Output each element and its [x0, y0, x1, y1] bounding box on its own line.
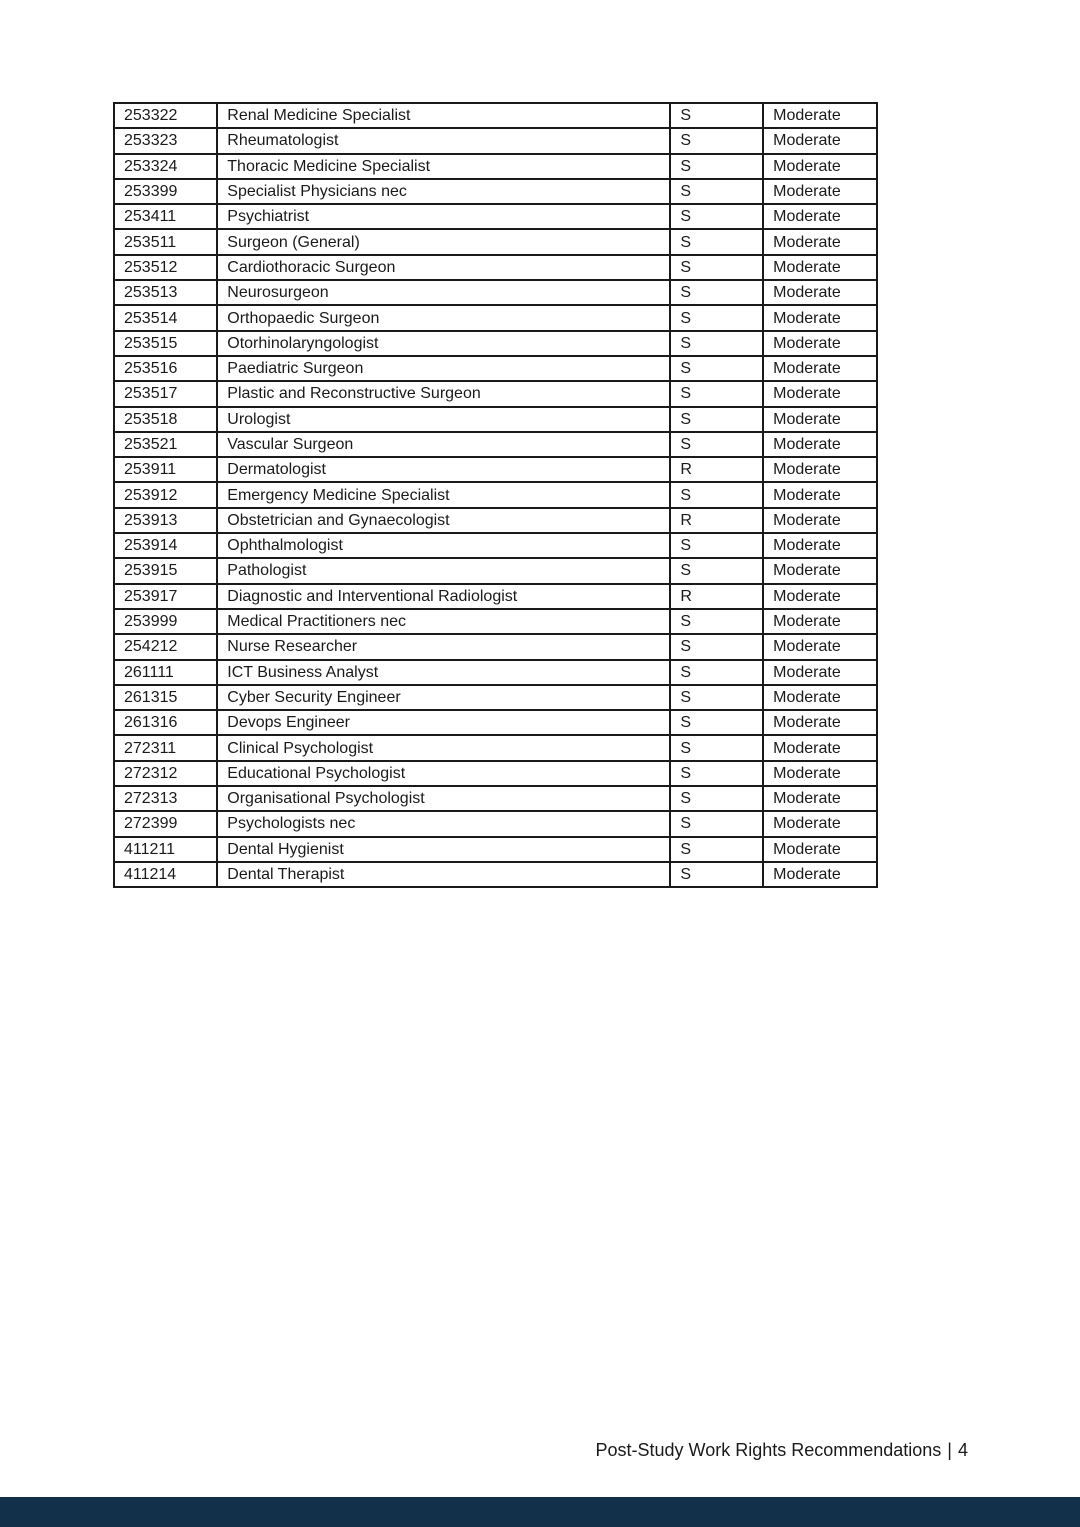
- occupation-table: [113, 102, 878, 888]
- list-type-cell: R: [670, 457, 763, 482]
- occupation-title-cell: Otorhinolaryngologist: [217, 331, 670, 356]
- list-type-cell: S: [670, 204, 763, 229]
- table-row: [114, 660, 877, 685]
- occupation-code-cell: 253518: [114, 407, 217, 432]
- occupation-title-cell: Dermatologist: [217, 457, 670, 482]
- level-cell: Moderate: [763, 381, 877, 406]
- level-cell: Moderate: [763, 710, 877, 735]
- list-type-cell: S: [670, 558, 763, 583]
- occupation-title-cell: Pathologist: [217, 558, 670, 583]
- table-row: [114, 735, 877, 760]
- page-footer: [595, 1439, 968, 1461]
- table-row: [114, 685, 877, 710]
- level-cell: Moderate: [763, 280, 877, 305]
- level-cell: Moderate: [763, 761, 877, 786]
- list-type-cell: S: [670, 356, 763, 381]
- level-cell: Moderate: [763, 103, 877, 128]
- list-type-cell: S: [670, 179, 763, 204]
- list-type-cell: S: [670, 154, 763, 179]
- occupation-title-cell: Vascular Surgeon: [217, 432, 670, 457]
- occupation-title-cell: Ophthalmologist: [217, 533, 670, 558]
- table-row: [114, 457, 877, 482]
- occupation-title-cell: Cyber Security Engineer: [217, 685, 670, 710]
- occupation-code-cell: 253511: [114, 229, 217, 254]
- list-type-cell: S: [670, 255, 763, 280]
- occupation-title-cell: Obstetrician and Gynaecologist: [217, 508, 670, 533]
- occupation-title-cell: Dental Hygienist: [217, 837, 670, 862]
- list-type-cell: R: [670, 584, 763, 609]
- occupation-code-cell: 253911: [114, 457, 217, 482]
- footer-separator: |: [947, 1440, 952, 1460]
- list-type-cell: S: [670, 685, 763, 710]
- list-type-cell: S: [670, 609, 763, 634]
- occupation-title-cell: Orthopaedic Surgeon: [217, 305, 670, 330]
- occupation-code-cell: 253512: [114, 255, 217, 280]
- occupation-code-cell: 411214: [114, 862, 217, 887]
- table-row: [114, 407, 877, 432]
- occupation-code-cell: 261316: [114, 710, 217, 735]
- list-type-cell: S: [670, 305, 763, 330]
- occupation-table-body: [114, 103, 877, 887]
- list-type-cell: S: [670, 735, 763, 760]
- level-cell: Moderate: [763, 660, 877, 685]
- table-row: [114, 179, 877, 204]
- table-row: [114, 103, 877, 128]
- occupation-code-cell: 272399: [114, 811, 217, 836]
- table-row: [114, 558, 877, 583]
- level-cell: Moderate: [763, 229, 877, 254]
- list-type-cell: S: [670, 811, 763, 836]
- table-row: [114, 786, 877, 811]
- occupation-code-cell: 272312: [114, 761, 217, 786]
- list-type-cell: S: [670, 381, 763, 406]
- level-cell: Moderate: [763, 786, 877, 811]
- list-type-cell: S: [670, 862, 763, 887]
- level-cell: Moderate: [763, 558, 877, 583]
- occupation-title-cell: Emergency Medicine Specialist: [217, 482, 670, 507]
- occupation-title-cell: Paediatric Surgeon: [217, 356, 670, 381]
- occupation-title-cell: Diagnostic and Interventional Radiologist: [217, 584, 670, 609]
- occupation-code-cell: 253999: [114, 609, 217, 634]
- occupation-title-cell: Nurse Researcher: [217, 634, 670, 659]
- bottom-color-bar: [0, 1497, 1080, 1527]
- occupation-title-cell: Psychologists nec: [217, 811, 670, 836]
- level-cell: Moderate: [763, 128, 877, 153]
- table-row: [114, 229, 877, 254]
- list-type-cell: S: [670, 331, 763, 356]
- table-row: [114, 508, 877, 533]
- occupation-code-cell: 253513: [114, 280, 217, 305]
- occupation-title-cell: Thoracic Medicine Specialist: [217, 154, 670, 179]
- list-type-cell: S: [670, 229, 763, 254]
- table-row: [114, 761, 877, 786]
- occupation-title-cell: Surgeon (General): [217, 229, 670, 254]
- level-cell: Moderate: [763, 837, 877, 862]
- table-row: [114, 584, 877, 609]
- occupation-code-cell: 253515: [114, 331, 217, 356]
- level-cell: Moderate: [763, 204, 877, 229]
- list-type-cell: S: [670, 710, 763, 735]
- level-cell: Moderate: [763, 735, 877, 760]
- occupation-title-cell: Psychiatrist: [217, 204, 670, 229]
- list-type-cell: S: [670, 103, 763, 128]
- table-row: [114, 381, 877, 406]
- table-row: [114, 533, 877, 558]
- occupation-code-cell: 411211: [114, 837, 217, 862]
- occupation-title-cell: Clinical Psychologist: [217, 735, 670, 760]
- occupation-title-cell: Organisational Psychologist: [217, 786, 670, 811]
- occupation-code-cell: 272311: [114, 735, 217, 760]
- occupation-title-cell: Devops Engineer: [217, 710, 670, 735]
- level-cell: Moderate: [763, 179, 877, 204]
- list-type-cell: S: [670, 128, 763, 153]
- table-row: [114, 305, 877, 330]
- level-cell: Moderate: [763, 154, 877, 179]
- table-row: [114, 811, 877, 836]
- level-cell: Moderate: [763, 811, 877, 836]
- list-type-cell: S: [670, 482, 763, 507]
- table-row: [114, 204, 877, 229]
- list-type-cell: S: [670, 837, 763, 862]
- level-cell: Moderate: [763, 482, 877, 507]
- level-cell: Moderate: [763, 508, 877, 533]
- list-type-cell: S: [670, 761, 763, 786]
- occupation-code-cell: 253521: [114, 432, 217, 457]
- list-type-cell: S: [670, 280, 763, 305]
- occupation-title-cell: Urologist: [217, 407, 670, 432]
- table-row: [114, 482, 877, 507]
- table-row: [114, 154, 877, 179]
- level-cell: Moderate: [763, 432, 877, 457]
- occupation-code-cell: 272313: [114, 786, 217, 811]
- level-cell: Moderate: [763, 407, 877, 432]
- list-type-cell: S: [670, 660, 763, 685]
- list-type-cell: S: [670, 432, 763, 457]
- list-type-cell: S: [670, 786, 763, 811]
- table-row: [114, 837, 877, 862]
- occupation-code-cell: 253324: [114, 154, 217, 179]
- table-row: [114, 356, 877, 381]
- level-cell: Moderate: [763, 331, 877, 356]
- table-row: [114, 255, 877, 280]
- occupation-code-cell: 253411: [114, 204, 217, 229]
- level-cell: Moderate: [763, 356, 877, 381]
- table-row: [114, 331, 877, 356]
- occupation-code-cell: 254212: [114, 634, 217, 659]
- list-type-cell: R: [670, 508, 763, 533]
- occupation-title-cell: ICT Business Analyst: [217, 660, 670, 685]
- level-cell: Moderate: [763, 862, 877, 887]
- occupation-title-cell: Plastic and Reconstructive Surgeon: [217, 381, 670, 406]
- occupation-title-cell: Neurosurgeon: [217, 280, 670, 305]
- table-row: [114, 634, 877, 659]
- table-row: [114, 609, 877, 634]
- occupation-code-cell: 253913: [114, 508, 217, 533]
- occupation-code-cell: 253914: [114, 533, 217, 558]
- occupation-title-cell: Educational Psychologist: [217, 761, 670, 786]
- occupation-code-cell: 253912: [114, 482, 217, 507]
- page-number: 4: [957, 1440, 968, 1460]
- table-row: [114, 432, 877, 457]
- occupation-code-cell: 253399: [114, 179, 217, 204]
- table-row: [114, 280, 877, 305]
- level-cell: Moderate: [763, 533, 877, 558]
- table-row: [114, 710, 877, 735]
- table-row: [114, 862, 877, 887]
- list-type-cell: S: [670, 634, 763, 659]
- occupation-title-cell: Cardiothoracic Surgeon: [217, 255, 670, 280]
- list-type-cell: S: [670, 407, 763, 432]
- occupation-code-cell: 253516: [114, 356, 217, 381]
- level-cell: Moderate: [763, 685, 877, 710]
- level-cell: Moderate: [763, 255, 877, 280]
- occupation-code-cell: 253322: [114, 103, 217, 128]
- occupation-title-cell: Specialist Physicians nec: [217, 179, 670, 204]
- level-cell: Moderate: [763, 584, 877, 609]
- occupation-title-cell: Rheumatologist: [217, 128, 670, 153]
- level-cell: Moderate: [763, 305, 877, 330]
- occupation-code-cell: 261111: [114, 660, 217, 685]
- level-cell: Moderate: [763, 457, 877, 482]
- occupation-code-cell: 253517: [114, 381, 217, 406]
- occupation-code-cell: 253917: [114, 584, 217, 609]
- occupation-code-cell: 253915: [114, 558, 217, 583]
- level-cell: Moderate: [763, 634, 877, 659]
- table-row: [114, 128, 877, 153]
- occupation-title-cell: Renal Medicine Specialist: [217, 103, 670, 128]
- level-cell: Moderate: [763, 609, 877, 634]
- footer-title: Post-Study Work Rights Recommendations: [595, 1440, 942, 1460]
- occupation-title-cell: Dental Therapist: [217, 862, 670, 887]
- list-type-cell: S: [670, 533, 763, 558]
- occupation-code-cell: 253514: [114, 305, 217, 330]
- occupation-code-cell: 253323: [114, 128, 217, 153]
- occupation-code-cell: 261315: [114, 685, 217, 710]
- occupation-title-cell: Medical Practitioners nec: [217, 609, 670, 634]
